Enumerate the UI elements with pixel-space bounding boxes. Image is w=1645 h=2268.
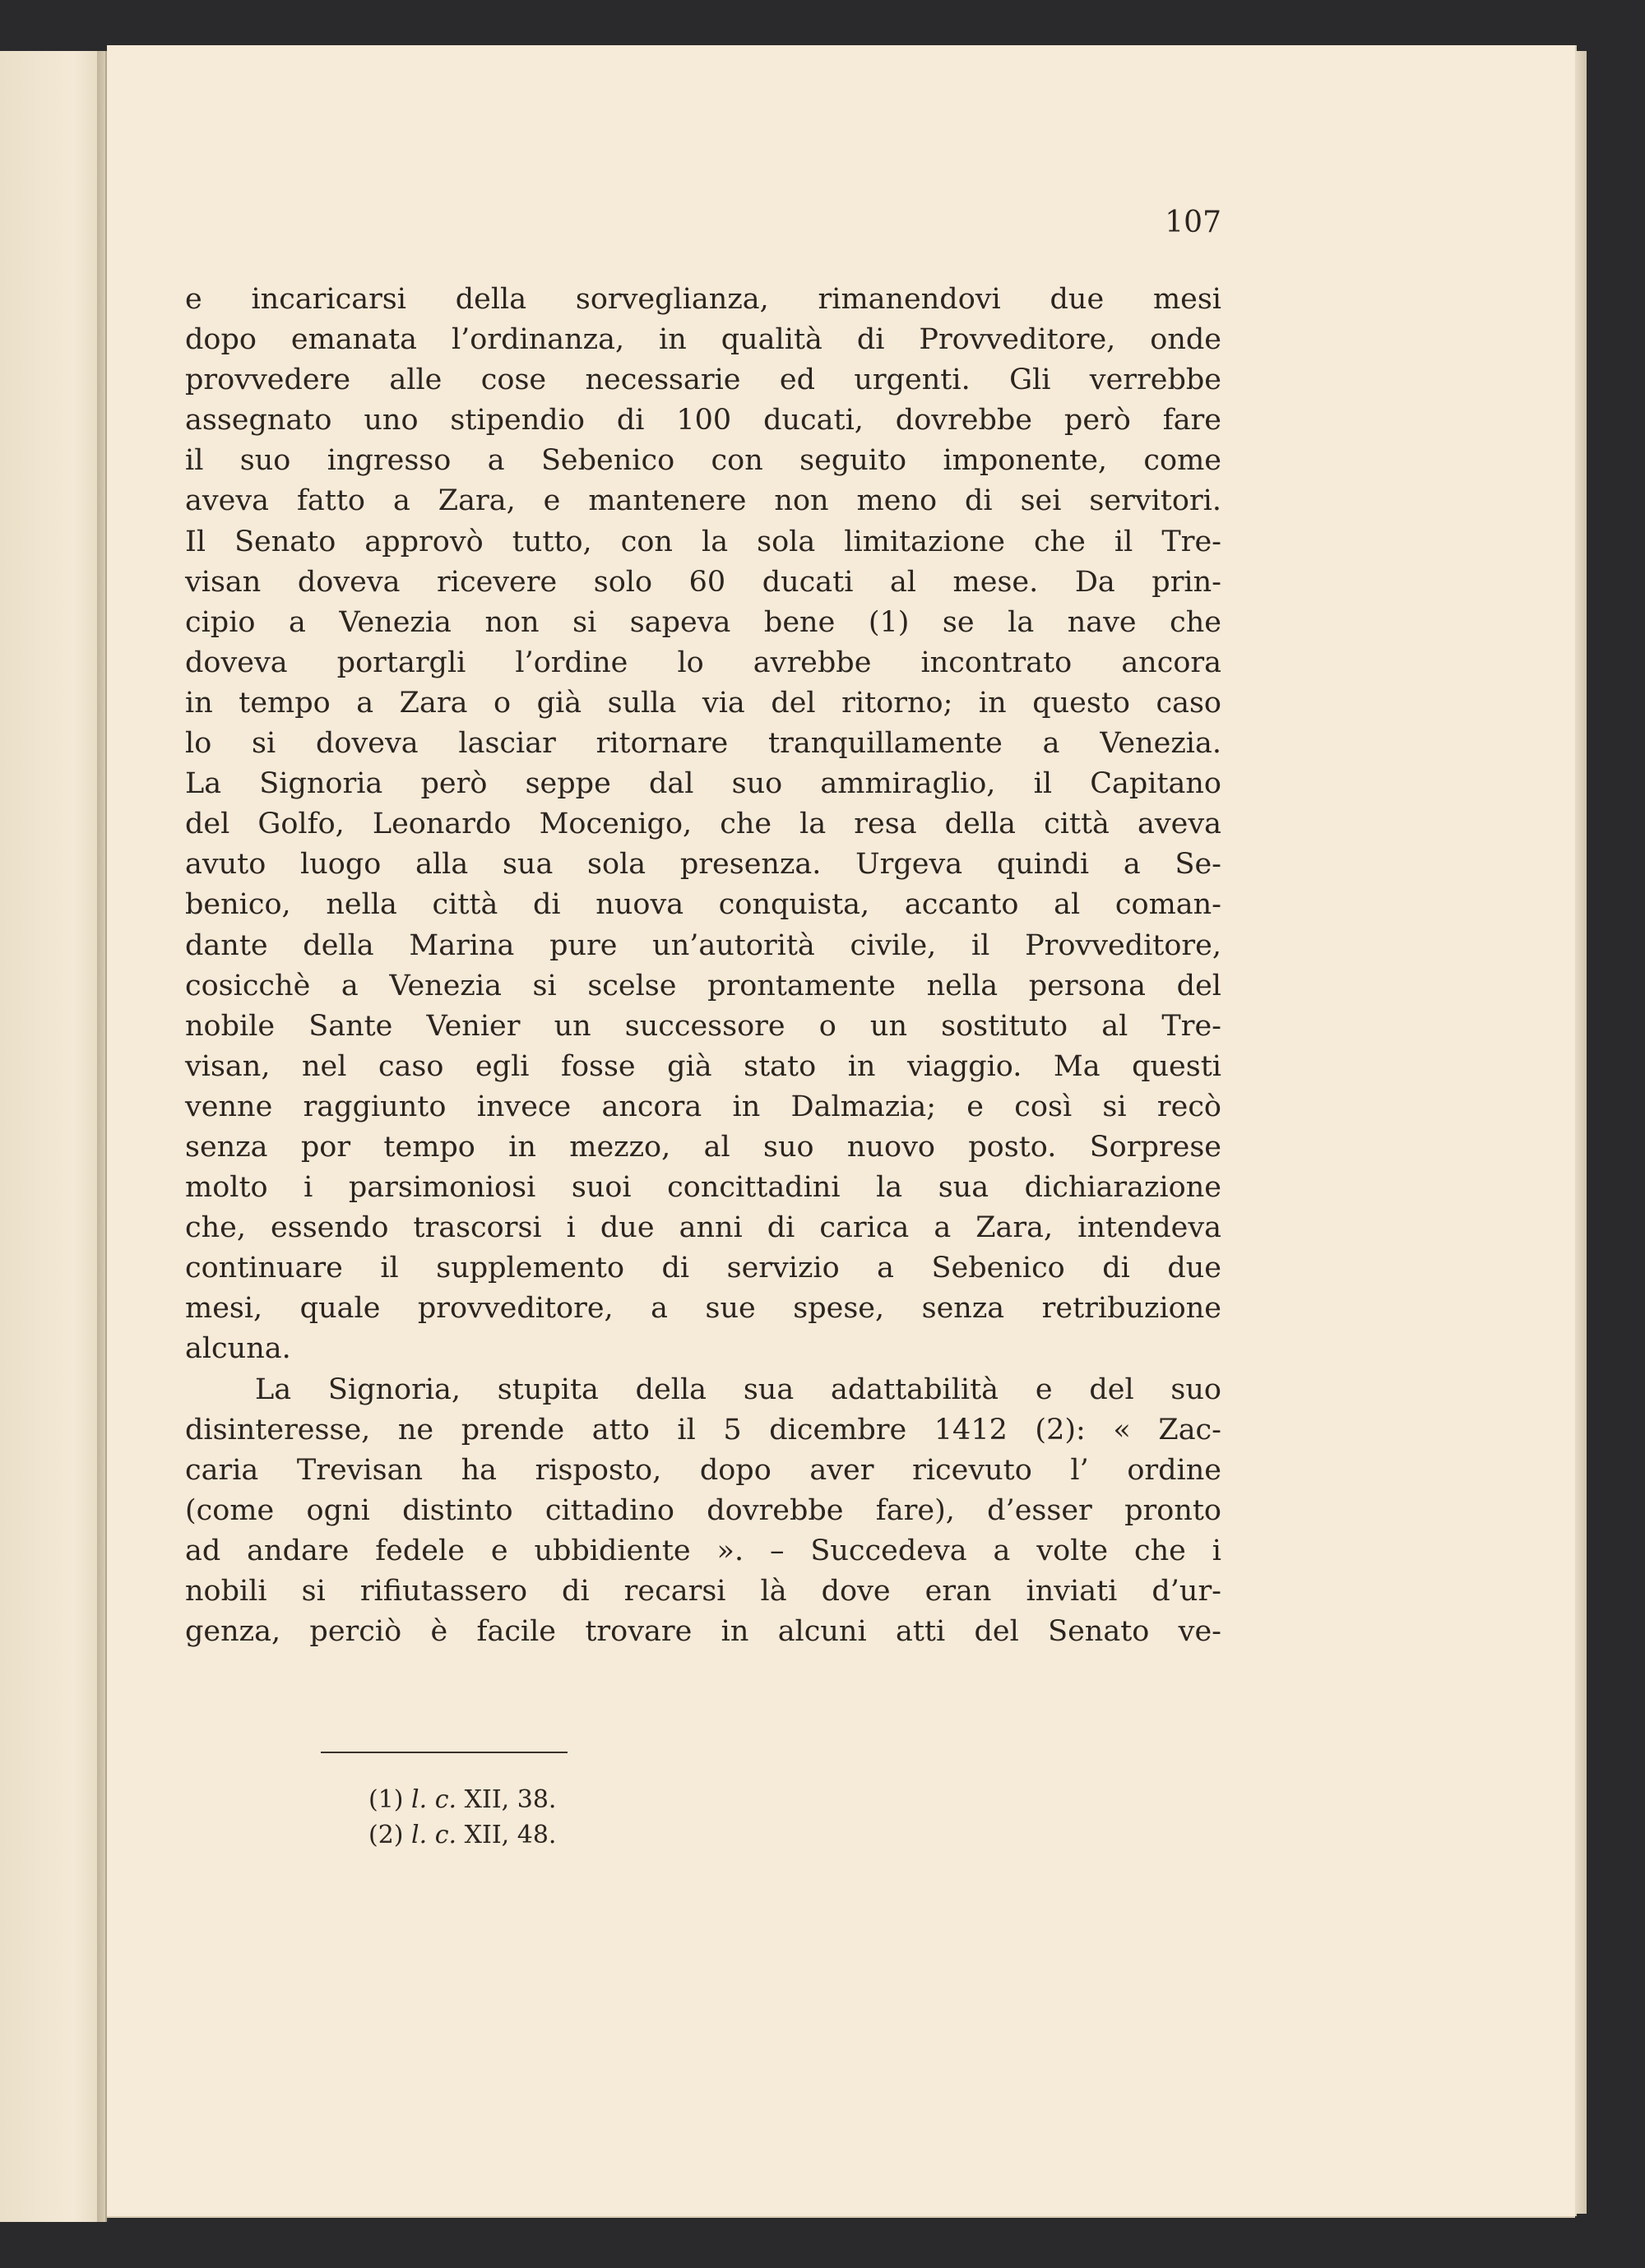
- footnote: [368, 1817, 556, 1853]
- text-line: visan, nel caso egli fosse già stato in viaggio. Ma questi: [185, 1049, 1221, 1083]
- text-line: ad andare fedele e ubbidiente ». – Succedeva a volte che i: [185, 1534, 1221, 1567]
- footnote-reference: l. c.: [411, 1785, 457, 1814]
- text-line: visan doveva ricevere solo 60 ducati al mese. Da prin-: [185, 565, 1221, 599]
- footnote-separator: [321, 1752, 568, 1753]
- text-line: cosicchè a Venezia si scelse prontamente nella persona del: [185, 969, 1221, 1002]
- text-line: dopo emanata l’ordinanza, in qualità di Provveditore, onde: [185, 323, 1221, 357]
- text-line: e incaricarsi della sorveglianza, rimanendovi due mesi: [185, 283, 1221, 316]
- text-line: aveva fatto a Zara, e mantenere non meno di sei servitori.: [185, 484, 1221, 518]
- text-line: nobili si rifiutassero di recarsi là dove eran inviati d’ur-: [185, 1575, 1221, 1608]
- footnote-text: XII, 38.: [464, 1785, 557, 1814]
- footnote-text: XII, 48.: [464, 1821, 557, 1849]
- footnote-mark: (1): [368, 1785, 404, 1814]
- paragraph: [185, 1370, 1221, 1653]
- text-line: La Signoria però seppe dal suo ammiraglio, il Capitano: [185, 767, 1221, 801]
- text-line: genza, perciò è facile trovare in alcuni atti del Senato ve-: [185, 1615, 1221, 1649]
- text-line: in tempo a Zara o già sulla via del ritorno; in questo caso: [185, 686, 1221, 720]
- text-line: avuto luogo alla sua sola presenza. Urgeva quindi a Se-: [185, 848, 1221, 882]
- page-edge: [1575, 51, 1587, 2214]
- text-line: continuare il supplemento di servizio a Sebenico di due: [185, 1252, 1221, 1285]
- body-text: [185, 280, 1221, 1652]
- text-line: Il Senato approvò tutto, con la sola limitazione che il Tre-: [185, 525, 1221, 558]
- text-line: provvedere alle cose necessarie ed urgenti. Gli verrebbe: [185, 363, 1221, 397]
- text-line: alcuna.: [185, 1332, 291, 1366]
- text-line: doveva portargli l’ordine lo avrebbe incontrato ancora: [185, 646, 1221, 679]
- footnote-reference: l. c.: [411, 1821, 457, 1849]
- footnote-mark: (2): [368, 1821, 404, 1849]
- text-line: nobile Sante Venier un successore o un sostituto al Tre-: [185, 1009, 1221, 1043]
- text-line: il suo ingresso a Sebenico con seguito imponente, come: [185, 444, 1221, 478]
- text-line: lo si doveva lasciar ritornare tranquillamente a Venezia.: [185, 727, 1221, 761]
- text-line: cipio a Venezia non si sapeva bene (1) se la nave che: [185, 605, 1221, 639]
- text-line: assegnato uno stipendio di 100 ducati, dovrebbe però fare: [185, 404, 1221, 437]
- footnote: [368, 1782, 556, 1817]
- text-line: disinteresse, ne prende atto il 5 dicembre 1412 (2): « Zac-: [185, 1413, 1221, 1446]
- footnotes: [368, 1782, 556, 1853]
- text-line: che, essendo trascorsi i due anni di carica a Zara, intendeva: [185, 1211, 1221, 1245]
- text-line: La Signoria, stupita della sua adattabilità e del suo: [255, 1372, 1221, 1406]
- text-line: caria Trevisan ha risposto, dopo aver ricevuto l’ ordine: [185, 1453, 1221, 1487]
- text-line: (come ogni distinto cittadino dovrebbe fare), d’esser pronto: [185, 1493, 1221, 1527]
- text-line: mesi, quale provveditore, a sue spese, senza retribuzione: [185, 1292, 1221, 1326]
- left-page-edge: [0, 51, 107, 2222]
- text-line: molto i parsimoniosi suoi concittadini la sua dichiarazione: [185, 1171, 1221, 1205]
- text-line: del Golfo, Leonardo Mocenigo, che la resa della città aveva: [185, 808, 1221, 841]
- page-number: 107: [1165, 206, 1221, 239]
- text-line: benico, nella città di nuova conquista, accanto al coman-: [185, 888, 1221, 922]
- text-line: senza por tempo in mezzo, al suo nuovo posto. Sorprese: [185, 1130, 1221, 1164]
- paragraph: [185, 280, 1221, 1370]
- text-line: venne raggiunto invece ancora in Dalmazia; e così si recò: [185, 1090, 1221, 1123]
- text-line: dante della Marina pure un’autorità civile, il Provveditore,: [185, 928, 1221, 962]
